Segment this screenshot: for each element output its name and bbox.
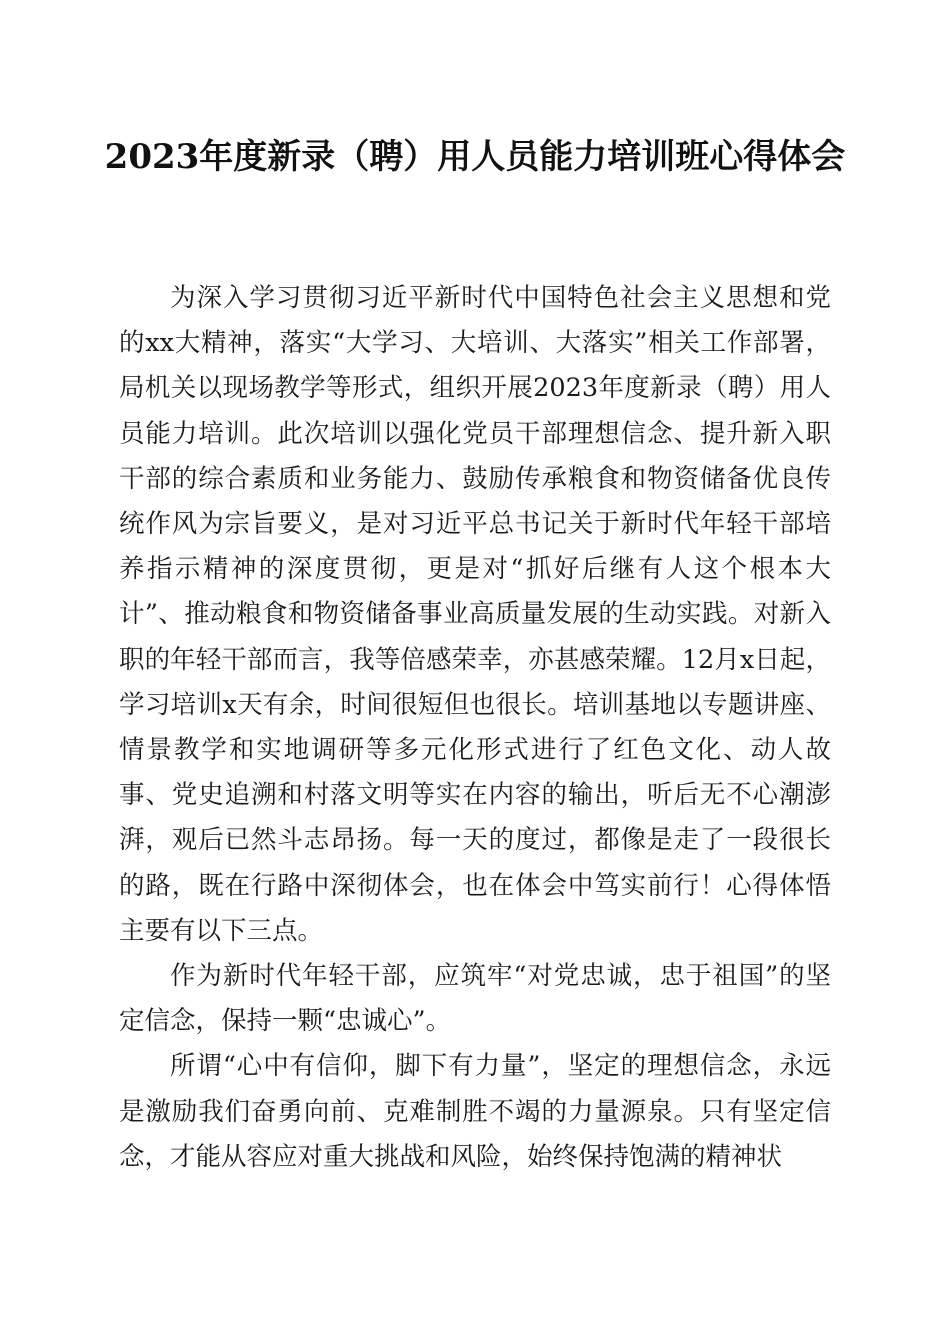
paragraph-intro: 为深入学习贯彻习近平新时代中国特色社会主义思想和党的xx大精神，落实“大学习、大培训、大落实”相关工作部署，局机关以现场教学等形式，组织开展2023年度新录（聘）用人员能力培训。此次培训以强化党员干部理想信念、提升新入职干部的综合素质和业务能力、鼓励传承粮食和物资储备优良传统作风为宗旨要义，是对习近平总书记关于新时代年轻干部培养指示精神的深度贯彻，更是对“抓好后继有人这个根本大计”、推动粮食和物资储备事业高质量发展的生动实践。对新入职的年轻干部而言，我等倍感荣幸，亦甚感荣耀。12月x日起，学习培训x天有余，时间很短但也很长。培训基地以专题讲座、情景教学和实地调研等多元化形式进行了红色文化、动人故事、党史追溯和村落文明等实在内容的输出，听后无不心潮澎湃，观后已然斗志昂扬。每一天的度过，都像是走了一段很长的路，既在行路中深彻体会，也在体会中笃实前行！心得体悟主要有以下三点。	[119, 283, 831, 946]
document-body	[119, 276, 831, 1180]
paragraph-point-one-heading: 作为新时代年轻干部，应筑牢“对党忠诚，忠于祖国”的坚定信念，保持一颗“忠诚心”。	[119, 961, 831, 1037]
paragraph-point-one-body: 所谓“心中有信仰，脚下有力量”，坚定的理想信念，永远是激励我们奋勇向前、克难制胜不竭的力量源泉。只有坚定信念，才能从容应对重大挑战和风险，始终保持饱满的精神状	[119, 1051, 831, 1172]
document-title: 2023年度新录（聘）用人员能力培训班心得体会	[104, 137, 846, 177]
